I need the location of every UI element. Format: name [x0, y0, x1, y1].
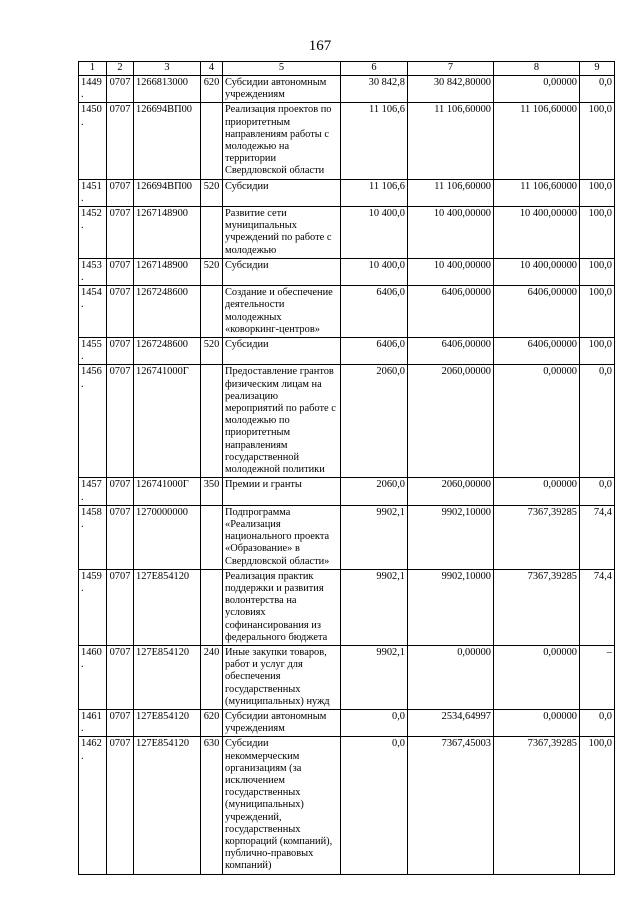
- budget-table: [78, 61, 615, 875]
- target-article-code: 126694ВП00: [134, 103, 201, 179]
- item-name: Развитие сети муниципальных учреждений по работе с молодежью: [223, 207, 341, 259]
- amount-col-6: 9902,1: [341, 505, 408, 569]
- percent-col-9: 100,0: [580, 338, 615, 365]
- section-code: 0707: [107, 505, 134, 569]
- table-row: [79, 76, 615, 103]
- col-header-1: 1: [79, 62, 107, 76]
- table-row: [79, 103, 615, 179]
- section-code: 0707: [107, 286, 134, 338]
- table-row: [79, 338, 615, 365]
- section-code: 0707: [107, 645, 134, 709]
- item-name: Предоставление грантов физическим лицам на реализацию мероприятий по работе с молодежью по приоритетным направлениям государственной молодежной политики: [223, 365, 341, 478]
- expense-type-code: [201, 365, 223, 478]
- col-header-9: 9: [580, 62, 615, 76]
- target-article-code: 127E854120: [134, 709, 201, 736]
- col-header-6: 6: [341, 62, 408, 76]
- section-code: 0707: [107, 737, 134, 874]
- amount-col-7: 9902,10000: [408, 569, 494, 645]
- target-article-code: 127E854120: [134, 645, 201, 709]
- expense-type-code: 630: [201, 737, 223, 874]
- amount-col-7: 6406,00000: [408, 286, 494, 338]
- amount-col-7: 2060,00000: [408, 365, 494, 478]
- amount-col-8: 6406,00000: [494, 286, 580, 338]
- amount-col-8: 10 400,00000: [494, 207, 580, 259]
- percent-col-9: 74,4: [580, 505, 615, 569]
- percent-col-9: 100,0: [580, 103, 615, 179]
- row-number: 1449.: [79, 76, 107, 103]
- col-header-8: 8: [494, 62, 580, 76]
- percent-col-9: 0,0: [580, 709, 615, 736]
- section-code: 0707: [107, 258, 134, 285]
- expense-type-code: [201, 505, 223, 569]
- col-header-5: 5: [223, 62, 341, 76]
- amount-col-7: 2060,00000: [408, 478, 494, 505]
- amount-col-7: 6406,00000: [408, 338, 494, 365]
- col-header-7: 7: [408, 62, 494, 76]
- expense-type-code: 520: [201, 258, 223, 285]
- row-number: 1459.: [79, 569, 107, 645]
- item-name: Подпрограмма «Реализация национального проекта «Образование» в Свердловской области»: [223, 505, 341, 569]
- expense-type-code: [201, 103, 223, 179]
- item-name: Реализация практик поддержки и развития волонтерства на условиях софинансирования из федерального бюджета: [223, 569, 341, 645]
- section-code: 0707: [107, 76, 134, 103]
- percent-col-9: 100,0: [580, 286, 615, 338]
- amount-col-7: 9902,10000: [408, 505, 494, 569]
- amount-col-7: 10 400,00000: [408, 258, 494, 285]
- col-header-4: 4: [201, 62, 223, 76]
- col-header-3: 3: [134, 62, 201, 76]
- amount-col-6: 10 400,0: [341, 207, 408, 259]
- section-code: 0707: [107, 365, 134, 478]
- amount-col-8: 7367,39285: [494, 569, 580, 645]
- target-article-code: 1266813000: [134, 76, 201, 103]
- page-number: 167: [308, 38, 332, 54]
- table-row: [79, 478, 615, 505]
- percent-col-9: –: [580, 645, 615, 709]
- item-name: Субсидии: [223, 258, 341, 285]
- percent-col-9: 100,0: [580, 207, 615, 259]
- expense-type-code: [201, 286, 223, 338]
- amount-col-8: 11 106,60000: [494, 179, 580, 206]
- expense-type-code: 520: [201, 179, 223, 206]
- table-row: [79, 365, 615, 478]
- section-code: 0707: [107, 478, 134, 505]
- item-name: Создание и обеспечение деятельности молодежных «коворкинг-центров»: [223, 286, 341, 338]
- amount-col-7: 11 106,60000: [408, 179, 494, 206]
- amount-col-6: 11 106,6: [341, 179, 408, 206]
- amount-col-8: 7367,39285: [494, 737, 580, 874]
- percent-col-9: 100,0: [580, 737, 615, 874]
- table-row: [79, 258, 615, 285]
- section-code: 0707: [107, 709, 134, 736]
- amount-col-6: 6406,0: [341, 338, 408, 365]
- target-article-code: 1270000000: [134, 505, 201, 569]
- amount-col-6: 9902,1: [341, 645, 408, 709]
- amount-col-6: 10 400,0: [341, 258, 408, 285]
- amount-col-8: 0,00000: [494, 709, 580, 736]
- amount-col-6: 2060,0: [341, 365, 408, 478]
- percent-col-9: 0,0: [580, 478, 615, 505]
- target-article-code: 126741000Г: [134, 365, 201, 478]
- item-name: Премии и гранты: [223, 478, 341, 505]
- amount-col-7: 10 400,00000: [408, 207, 494, 259]
- amount-col-6: 0,0: [341, 709, 408, 736]
- section-code: 0707: [107, 103, 134, 179]
- amount-col-8: 0,00000: [494, 478, 580, 505]
- table-row: [79, 709, 615, 736]
- row-number: 1451.: [79, 179, 107, 206]
- expense-type-code: 240: [201, 645, 223, 709]
- header-row: [79, 62, 615, 76]
- col-header-2: 2: [107, 62, 134, 76]
- table-row: [79, 569, 615, 645]
- table-row: [79, 179, 615, 206]
- percent-col-9: 100,0: [580, 258, 615, 285]
- table-row: [79, 286, 615, 338]
- amount-col-8: 6406,00000: [494, 338, 580, 365]
- row-number: 1457.: [79, 478, 107, 505]
- expense-type-code: 520: [201, 338, 223, 365]
- table-row: [79, 737, 615, 874]
- row-number: 1458.: [79, 505, 107, 569]
- amount-col-7: 11 106,60000: [408, 103, 494, 179]
- row-number: 1455.: [79, 338, 107, 365]
- percent-col-9: 100,0: [580, 179, 615, 206]
- expense-type-code: [201, 207, 223, 259]
- amount-col-8: 0,00000: [494, 76, 580, 103]
- target-article-code: 1267248600: [134, 338, 201, 365]
- table-row: [79, 207, 615, 259]
- amount-col-8: 0,00000: [494, 645, 580, 709]
- item-name: Субсидии: [223, 338, 341, 365]
- row-number: 1452.: [79, 207, 107, 259]
- amount-col-8: 10 400,00000: [494, 258, 580, 285]
- amount-col-7: 7367,45003: [408, 737, 494, 874]
- target-article-code: 127E854120: [134, 569, 201, 645]
- row-number: 1454.: [79, 286, 107, 338]
- table-row: [79, 645, 615, 709]
- expense-type-code: [201, 569, 223, 645]
- section-code: 0707: [107, 569, 134, 645]
- amount-col-6: 30 842,8: [341, 76, 408, 103]
- percent-col-9: 0,0: [580, 365, 615, 478]
- amount-col-7: 30 842,80000: [408, 76, 494, 103]
- expense-type-code: 350: [201, 478, 223, 505]
- target-article-code: 126694ВП00: [134, 179, 201, 206]
- amount-col-8: 7367,39285: [494, 505, 580, 569]
- target-article-code: 126741000Г: [134, 478, 201, 505]
- percent-col-9: 0,0: [580, 76, 615, 103]
- section-code: 0707: [107, 207, 134, 259]
- section-code: 0707: [107, 179, 134, 206]
- item-name: Субсидии: [223, 179, 341, 206]
- target-article-code: 1267148900: [134, 258, 201, 285]
- percent-col-9: 74,4: [580, 569, 615, 645]
- expense-type-code: 620: [201, 76, 223, 103]
- target-article-code: 1267148900: [134, 207, 201, 259]
- row-number: 1461.: [79, 709, 107, 736]
- item-name: Субсидии некоммерческим организациям (за исключением государственных (муниципальных) учреждений, государственных корпораций (компаний), публично-правовых компаний): [223, 737, 341, 874]
- item-name: Иные закупки товаров, работ и услуг для обеспечения государственных (муниципальных) нужд: [223, 645, 341, 709]
- row-number: 1456.: [79, 365, 107, 478]
- target-article-code: 1267248600: [134, 286, 201, 338]
- amount-col-6: 11 106,6: [341, 103, 408, 179]
- item-name: Субсидии автономным учреждениям: [223, 76, 341, 103]
- amount-col-6: 6406,0: [341, 286, 408, 338]
- row-number: 1460.: [79, 645, 107, 709]
- amount-col-7: 0,00000: [408, 645, 494, 709]
- row-number: 1453.: [79, 258, 107, 285]
- row-number: 1462.: [79, 737, 107, 874]
- row-number: 1450.: [79, 103, 107, 179]
- amount-col-6: 2060,0: [341, 478, 408, 505]
- amount-col-8: 0,00000: [494, 365, 580, 478]
- amount-col-6: 9902,1: [341, 569, 408, 645]
- item-name: Реализация проектов по приоритетным направлениям работы с молодежью на территории Свердловской области: [223, 103, 341, 179]
- amount-col-7: 2534,64997: [408, 709, 494, 736]
- target-article-code: 127E854120: [134, 737, 201, 874]
- expense-type-code: 620: [201, 709, 223, 736]
- item-name: Субсидии автономным учреждениям: [223, 709, 341, 736]
- amount-col-6: 0,0: [341, 737, 408, 874]
- amount-col-8: 11 106,60000: [494, 103, 580, 179]
- table-row: [79, 505, 615, 569]
- section-code: 0707: [107, 338, 134, 365]
